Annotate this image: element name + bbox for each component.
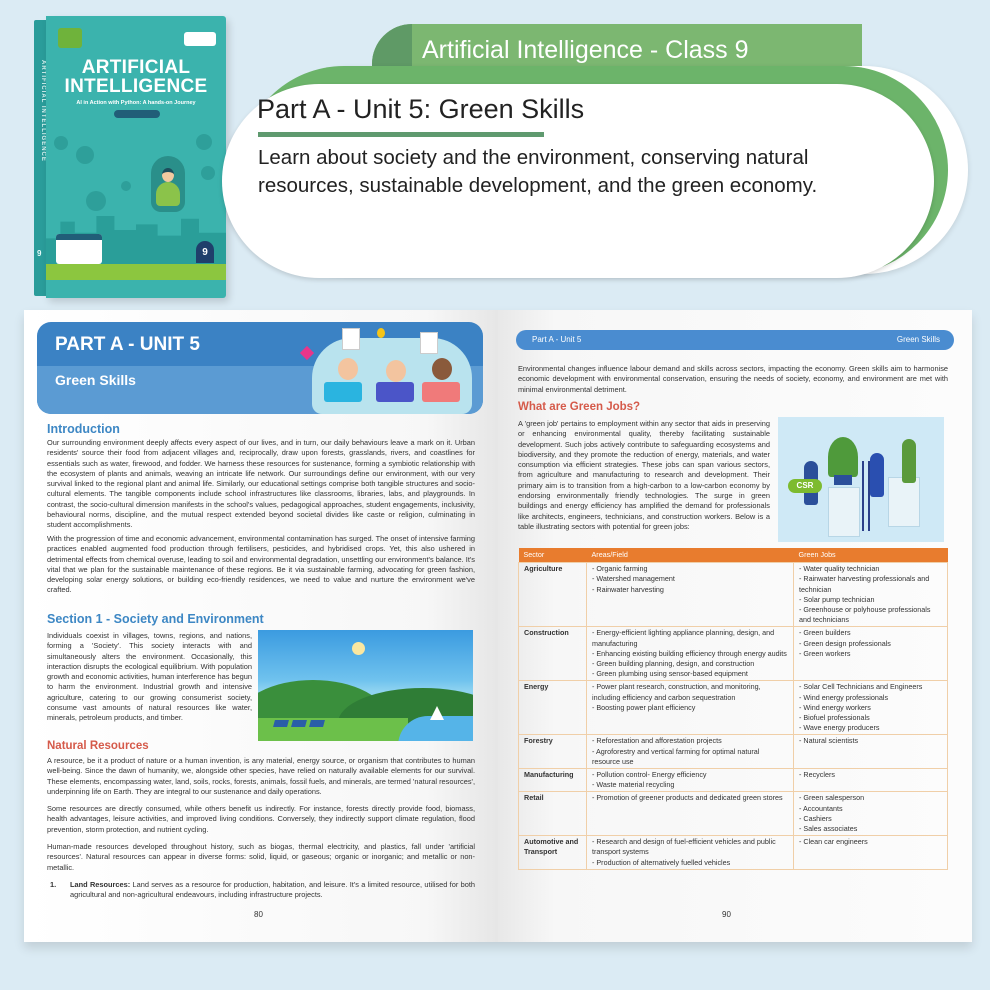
laptop-icon <box>422 382 460 402</box>
job-item: - Greenhouse or polyhouse professionals and technicians <box>799 605 931 625</box>
green-jobs-table <box>518 548 948 870</box>
page-number-right: 90 <box>722 910 731 919</box>
green-jobs-heading: What are Green Jobs? <box>518 401 641 413</box>
laptop-icon <box>324 382 362 402</box>
natural-resources-heading: Natural Resources <box>47 740 149 752</box>
cover-dot-icon <box>54 136 68 150</box>
lightbulb-icon <box>377 328 385 338</box>
natural-paragraph-3: Human-made resources developed throughout history, such as biogas, thermal electricity, and plastics, fall under 'artificial resources'. Natural resources can appear in diverse forms: solid, liquid, or gaseous; organic or inorganic; and metallic or non-metallic. <box>47 842 475 872</box>
areas-cell <box>587 563 794 627</box>
introduction-heading: Introduction <box>47 422 120 436</box>
cover-circuit-icon <box>86 191 106 211</box>
right-page <box>498 310 972 942</box>
running-head-right: Green Skills <box>896 335 940 344</box>
cover-avatar-icon <box>196 134 212 150</box>
area-item: - Production of alternatively fuelled vehicles <box>592 857 731 867</box>
table-body <box>519 563 948 870</box>
job-item: - Sales associates <box>799 824 858 834</box>
title-underline <box>258 132 544 137</box>
table-row <box>519 563 948 627</box>
cover-tag <box>114 110 160 118</box>
job-item: - Green design professionals <box>799 638 891 648</box>
natural-paragraph-1: A resource, be it a product of nature or a human invention, is any material, energy source, or organism that contributes to human well-being. Since the dawn of humanity, we, alongside other species, have relied on naturally available elements for our survival. These elements, encompassing water, land, soils, rocks, forests, animals, fossil fuels, and minerals, are termed 'natural resources', underpinning life on Earth. They are integral to our sustenance and daily operations. <box>47 756 475 796</box>
sector-cell: Manufacturing <box>519 769 587 792</box>
solar-panel-icon <box>273 720 289 727</box>
sector-cell: Energy <box>519 681 587 735</box>
area-item: - Energy-efficient lighting appliance planning, design, and manufacturing <box>592 628 775 648</box>
areas-cell <box>587 792 794 836</box>
green-jobs-cell <box>794 563 948 627</box>
table-row <box>519 681 948 735</box>
area-item: - Pollution control- Energy efficiency <box>592 770 707 780</box>
csr-label: CSR <box>788 479 822 493</box>
unit-header-subtitle: Green Skills <box>55 372 136 388</box>
sector-cell: Agriculture <box>519 563 587 627</box>
spine-grade: 9 <box>37 249 42 258</box>
student-avatar-icon <box>338 358 358 380</box>
area-item: - Enhancing existing building efficiency through energy audits <box>592 648 787 658</box>
person-icon <box>902 439 916 483</box>
job-item: - Accountants <box>799 803 843 813</box>
table-row <box>519 792 948 836</box>
solar-panel-icon <box>309 720 325 727</box>
area-item: - Power plant research, construction, and monitoring, including efficiency and carbon sequestration <box>592 682 761 702</box>
ladder-icon <box>862 461 870 531</box>
job-item: - Wind energy workers <box>799 702 871 712</box>
area-item: - Promotion of greener products and dedicated green stores <box>592 793 783 803</box>
area-item: - Rainwater harvesting <box>592 584 664 594</box>
natural-paragraph-2: Some resources are directly consumed, while others benefit us indirectly. For instance, forests directly provide food, biomass, health advantages, leisure activities, and improved living conditions. Conversely, they indirectly support climate regulation, flood prevention, storm protection, and nutrient cycling. <box>47 804 475 834</box>
area-item: - Research and design of fuel-efficient vehicles and public transport systems <box>592 837 776 857</box>
areas-cell <box>587 681 794 735</box>
grade-badge: 9 <box>196 241 214 263</box>
table-row <box>519 627 948 681</box>
area-item: - Organic farming <box>592 564 648 574</box>
publisher-logo-icon <box>184 32 216 46</box>
green-jobs-cell <box>794 681 948 735</box>
plant-icon <box>828 437 858 477</box>
class-tab-label: Artificial Intelligence - Class 9 <box>422 36 749 64</box>
laptop-icon <box>376 382 414 402</box>
cover-title <box>46 58 226 96</box>
land-resources-item <box>70 880 475 901</box>
intro-paragraph-1: Our surrounding environment deeply affects every aspect of our lives, and in turn, our daily behaviours leave a mark on it. Urban residents' source their food from adjacent villages and, reciprocally, draw upon forests, grasslands, rivers, and coastlines for essentials such as water, firewood, and fodder. We harness these resources for sustenance, forming a symbiotic relationship with the ecosystem of plants and animals, weaving an intricate life network. Our surroundings define our environment, with our very survival linked to the regional plant and animal life. Similarly, our educational settings comprise both tangible structures and socio-cultural elements. The tangible components include school infrastructures like classrooms, libraries, labs, and playgrounds. In contrast, the socio-cultural dimension manifests in the school's values, pedagogical approaches, student engagements, inclusivity, behavioural norms, discipline, and the mutual respect extended beyond societal divides like caste or religion, culminating in student accomplishments. <box>47 438 475 530</box>
solar-panel-icon <box>291 720 307 727</box>
job-item: - Green workers <box>799 648 851 658</box>
cover-dot-icon <box>201 166 215 180</box>
green-jobs-illustration <box>778 417 944 542</box>
green-jobs-cell <box>794 836 948 870</box>
areas-cell <box>587 836 794 870</box>
section1-paragraph: Individuals coexist in villages, towns, regions, and nations, forming a 'Society'. This society interacts with and simultaneously alters the environment. Occasionally, this interaction disrupts the ecological equilibrium. With population growth and economic activities, human interference has begun to harm the environment. Industrial growth and intensive agriculture, catering to our growing consumerist society, consume vast amounts of natural resources like water, minerals, petroleum products, and timber. <box>47 631 253 723</box>
green-skills-intro: Environmental changes influence labour demand and skills across sectors, impacting the economy. Green skills aim to harmonise economic development with environmental conservation, ensuring the needs of society, economy, and environment are met with minimal environmental detriment. <box>518 364 948 394</box>
intro-paragraph-2: With the progression of time and economic advancement, environmental contamination has surged. The onset of intensive farming practices enabled augmented food production through fertilisers, pesticides, and hybridised crops. Yet, this also ushered in detrimental effects from chemical overuse, leading to soil and environmental degradation, unsettling our environment's balance. It's vital that we plan for the sustainable maintenance of these regions. Be it via sustainable farming, advocating for green fashion, developing solar energy solutions, or building eco-friendly residences, we need to value and nurture the environment we've crafted. <box>47 534 475 595</box>
area-item: - Green building planning, design, and construction <box>592 659 755 669</box>
book-front <box>46 16 226 298</box>
job-item: - Green salesperson <box>799 793 865 803</box>
green-jobs-cell <box>794 627 948 681</box>
header-sector: Sector <box>519 548 587 563</box>
job-item: - Water quality technician <box>799 564 880 574</box>
header-green-jobs: Green Jobs <box>794 548 948 563</box>
cover-person-icon <box>162 168 174 182</box>
areas-cell <box>587 735 794 769</box>
green-jobs-cell <box>794 769 948 792</box>
job-item: - Natural scientists <box>799 736 859 746</box>
job-item: - Cashiers <box>799 813 832 823</box>
job-item: - Clean car engineers <box>799 837 868 847</box>
person-icon <box>870 453 884 497</box>
table-header-row <box>519 548 948 563</box>
header-areas: Areas/Field <box>587 548 794 563</box>
job-item: - Green builders <box>799 628 851 638</box>
unit-title: Part A - Unit 5: Green Skills <box>257 94 585 124</box>
green-jobs-cell <box>794 792 948 836</box>
stack-shape <box>828 487 860 537</box>
job-item: - Wave energy producers <box>799 723 880 733</box>
book-spread <box>24 310 972 942</box>
table-row <box>519 836 948 870</box>
running-head-left: Part A - Unit 5 <box>532 335 582 344</box>
area-item: - Reforestation and afforestation projects <box>592 736 722 746</box>
area-item: - Boosting power plant efficiency <box>592 702 696 712</box>
job-item: - Wind energy professionals <box>799 692 889 702</box>
green-jobs-paragraph: A 'green job' pertains to employment within any sector that aids in preserving or enhancing environmental quality, thereby facilitating sustainable development. Such jobs actively contribute to safeguarding ecosystems and biodiversity, and they promote the reduction of energy, materials, and water consumption via efficient strategies. These jobs can span various sectors, from agriculture and manufacturing to research and development. Their primary aim is to transition from a high-carbon to a low-carbon economy by endorsing environmentally friendly technologies. The surge in green buildings and energy efficiency has amplified the demand for professionals like architects, engineers, technicians, and construction workers. Below is a table illustrating sectors with potential for green jobs: <box>518 419 770 531</box>
pot-icon <box>834 475 852 485</box>
area-item: - Watershed management <box>592 574 675 584</box>
sector-cell: Automotive and Transport <box>519 836 587 870</box>
area-item: - Agroforestry and vertical farming for optimal natural resource use <box>592 746 760 766</box>
section1-heading: Section 1 - Society and Environment <box>47 612 264 626</box>
includes-box <box>56 234 102 264</box>
running-head <box>516 330 954 350</box>
stack-shape <box>888 477 920 527</box>
nep-badge-icon <box>58 28 82 48</box>
document-icon <box>420 332 438 354</box>
student-avatar-icon <box>432 358 452 380</box>
landscape-illustration <box>258 630 473 741</box>
cover-dot-icon <box>121 181 131 191</box>
job-item: - Rainwater harvesting professionals and technician <box>799 574 930 594</box>
sun-icon <box>352 642 365 655</box>
students-illustration <box>302 328 474 414</box>
unit-description: Learn about society and the environment, conserving natural resources, sustainable development, and the green economy. <box>258 146 818 197</box>
job-item: - Biofuel professionals <box>799 713 870 723</box>
areas-cell <box>587 769 794 792</box>
list-number: 1. <box>50 880 57 889</box>
area-item: - Waste material recycling <box>592 780 675 790</box>
green-jobs-cell <box>794 735 948 769</box>
student-avatar-icon <box>386 360 406 382</box>
sector-cell: Retail <box>519 792 587 836</box>
land-resources-text: Land serves as a resource for production, habitation, and leisure. It's a limited resource, utilised for both agricultural and non-agricultural endeavours, including infrastructure projects. <box>70 880 475 900</box>
table-row <box>519 769 948 792</box>
page-number-left: 80 <box>254 910 263 919</box>
left-page <box>24 310 498 942</box>
land-resources-label: Land Resources: <box>70 880 131 889</box>
document-icon <box>342 328 360 350</box>
cover-subtitle: AI in Action with Python: A hands-on Journey <box>76 100 196 106</box>
table-row <box>519 735 948 769</box>
job-item: - Solar pump technician <box>799 594 875 604</box>
sector-cell: Construction <box>519 627 587 681</box>
cover-title-line2: INTELLIGENCE <box>64 76 208 97</box>
book-cover-image <box>34 16 226 298</box>
cover-title-line1: ARTIFICIAL <box>81 57 191 78</box>
sailboat-icon <box>430 706 444 720</box>
spine-title: ARTIFICIAL INTELLIGENCE <box>40 60 46 162</box>
cover-strip <box>46 264 226 280</box>
sector-cell: Forestry <box>519 735 587 769</box>
cover-person-body <box>156 182 180 206</box>
diamond-icon <box>300 346 314 360</box>
job-item: - Solar Cell Technicians and Engineers <box>799 682 923 692</box>
cover-avatar-icon <box>76 146 94 164</box>
areas-cell <box>587 627 794 681</box>
unit-header <box>37 322 483 414</box>
job-item: - Recyclers <box>799 770 835 780</box>
area-item: - Green plumbing using sensor-based equipment <box>592 669 748 679</box>
unit-header-title: PART A - UNIT 5 <box>55 334 200 355</box>
